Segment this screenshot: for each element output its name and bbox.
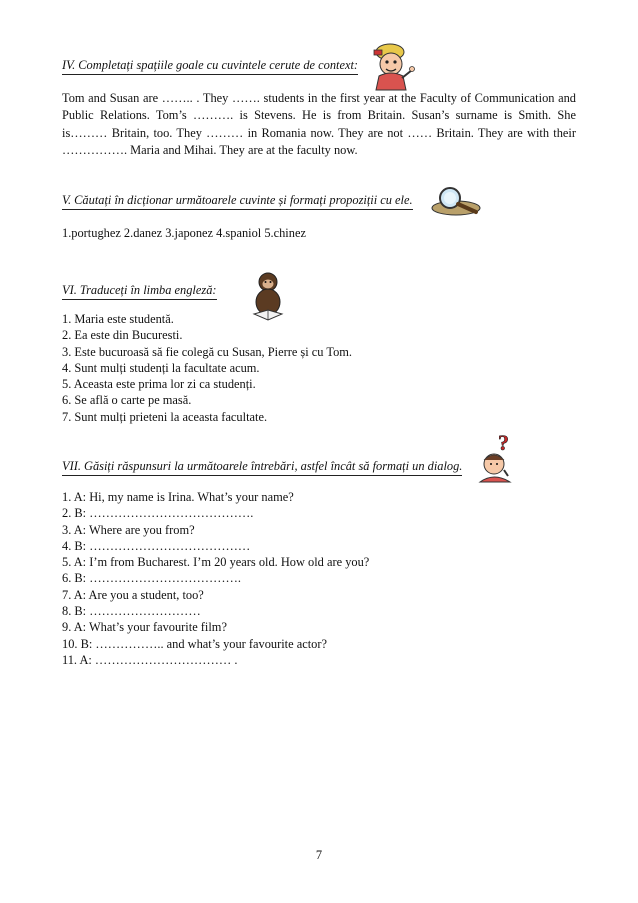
list-item: 6. B: ………………………………. bbox=[62, 571, 241, 586]
section-6-list bbox=[62, 311, 352, 425]
list-item: 7. Sunt mulți prieteni la aceasta facultate. bbox=[62, 409, 268, 424]
list-item: 2. B: …………………………………. bbox=[62, 506, 254, 521]
section-7-list bbox=[62, 489, 369, 668]
section-4-heading: IV. Completați spațiile goale cu cuvintele cerute de context: bbox=[62, 58, 358, 75]
section-4-paragraph: Tom and Susan are …….. . They ……. students in the first year at the Faculty of Communication and Public Relations. Tom’s ………. is Stevens. He is from Britain. Susan’s surname is Smith. She is……… Britain, too. They ……… in Romania now. They are not …… Britain. They are with their ……………. Maria and Mihai. They are at the faculty now. bbox=[62, 91, 576, 157]
list-item: 2. Ea este din Bucuresti. bbox=[62, 328, 183, 343]
list-item: 4. B: ………………………………… bbox=[62, 538, 251, 553]
svg-text:?: ? bbox=[498, 432, 509, 455]
section-7-heading: VII. Găsiți răspunsuri la următoarele întrebări, astfel încât să formați un dialog. bbox=[62, 459, 462, 476]
list-item: 1. Maria este studentă. bbox=[62, 312, 174, 326]
list-item: 7. A: Are you a student, too? bbox=[62, 587, 204, 602]
section-6-heading: VI. Traduceți în limba engleză: bbox=[62, 283, 217, 300]
list-item: 1. A: Hi, my name is Irina. What’s your name? bbox=[62, 490, 294, 504]
list-item: 9. A: What’s your favourite film? bbox=[62, 620, 227, 635]
magnifying-glass-icon bbox=[428, 184, 486, 218]
page-number: 7 bbox=[315, 848, 323, 862]
list-item: 8. B: ……………………… bbox=[62, 604, 201, 619]
list-item: 11. A: …………………………… . bbox=[62, 652, 238, 667]
thinking-person-question-icon bbox=[478, 432, 518, 484]
boy-with-helmet-icon bbox=[366, 40, 416, 92]
section-5-heading: V. Căutați în dicționar următoarele cuvinte și formați propoziții cu ele. bbox=[62, 193, 413, 210]
list-item: 6. Se află o carte pe masă. bbox=[62, 393, 192, 408]
list-item: 4. Sunt mulți studenți la facultate acum. bbox=[62, 360, 260, 375]
section-5-words: 1.portughez 2.danez 3.japonez 4.spaniol 5.chinez bbox=[62, 226, 306, 240]
list-item: 10. B: …………….. and what’s your favourite actor? bbox=[62, 636, 327, 651]
list-item: 5. Aceasta este prima lor zi ca studenți. bbox=[62, 377, 256, 392]
list-item: 5. A: I’m from Bucharest. I’m 20 years old. How old are you? bbox=[62, 555, 370, 570]
list-item: 3. A: Where are you from? bbox=[62, 522, 195, 537]
list-item: 3. Este bucuroasă să fie colegă cu Susan, Pierre și cu Tom. bbox=[62, 344, 352, 359]
